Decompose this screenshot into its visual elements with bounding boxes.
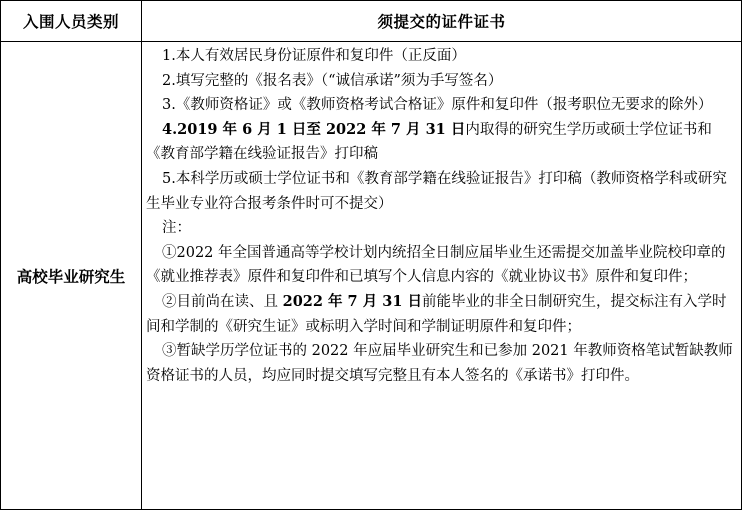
note-2-pre: ②目前尚在读、且 xyxy=(162,293,283,310)
documents-cell xyxy=(142,42,742,510)
note-1: ①2022 年全国普通高等学校计划内统招全日制应届毕业生还需提交加盖毕业院校印章的《就业推荐表》原件和复印件和已填写个人信息内容的《就业协议书》原件和复印件； xyxy=(146,244,726,286)
note-label: 注： xyxy=(162,220,191,237)
item-1: 1.本人有效居民身份证原件和复印件（正反面） xyxy=(162,48,466,64)
item-3: 3.《教师资格证》或《教师资格考试合格证》原件和复印件（报考职位无要求的除外） xyxy=(162,97,713,114)
category-cell: 高校毕业研究生 xyxy=(1,42,142,510)
note-3: ③暂缺学历学位证书的 2022 年应届毕业研究生和已参加 2021 年教师资格笔试暂缺教师资格证书的人员，均应同时提交填写完整且有本人签名的《承诺书》打印件。 xyxy=(146,343,733,384)
note-2-date: 2022 年 7 月 31 日 xyxy=(282,292,422,310)
item-4-date-range: 4.2019 年 6 月 1 日至 2022 年 7 月 31 日 xyxy=(162,120,466,138)
header-category: 入围人员类别 xyxy=(1,1,142,42)
item-5: 5.本科学历或硕士学位证书和《教育部学籍在线验证报告》打印稿（教师资格学科或研究生毕业专业符合报考条件时可不提交） xyxy=(146,170,727,212)
item-2: 2.填写完整的《报名表》（“诚信承诺”须为手写签名） xyxy=(162,72,503,89)
item-4 xyxy=(146,118,737,167)
note-2-post: 前能毕业的非全日制研究生，提交标注有入学时间和学制的《研究生证》或标明入学时间和学制证明原件和复印件； xyxy=(146,293,727,335)
item-4-text: 内取得的研究生学历或硕士学位证书和《教育部学籍在线验证报告》打印稿 xyxy=(146,121,712,163)
note-2 xyxy=(146,290,737,339)
content-row xyxy=(1,42,742,510)
header-row xyxy=(1,1,742,42)
header-documents: 须提交的证件证书 xyxy=(142,1,742,42)
